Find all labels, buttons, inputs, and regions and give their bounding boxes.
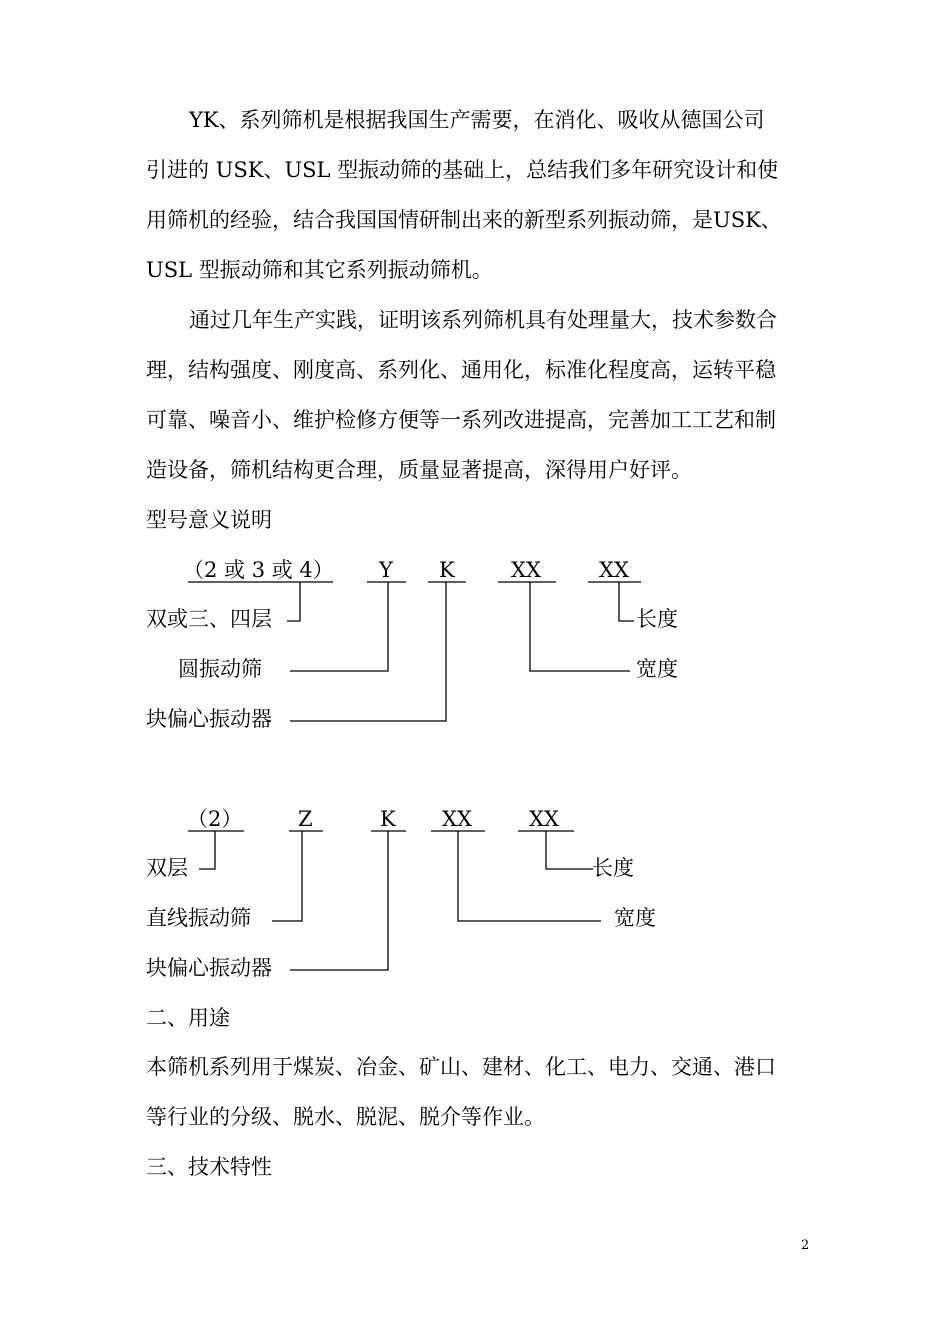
diagram2-label-length: 长度 [592, 856, 634, 880]
para2-line3: 可靠、噪音小、维护检修方便等一系列改进提高，完善加工工艺和制 [146, 408, 776, 432]
para2-line2: 理，结构强度、刚度高、系列化、通用化，标准化程度高，运转平稳 [146, 358, 776, 382]
section2-line1: 本筛机系列用于煤炭、冶金、矿山、建材、化工、电力、交通、港口 [146, 1055, 776, 1079]
diagram2-code-layers: （2） [187, 807, 243, 831]
section2-line2: 等行业的分级、脱水、脱泥、脱介等作业。 [146, 1105, 545, 1129]
diagram2-label-width: 宽度 [614, 906, 656, 930]
para2-line1: 通过几年生产实践，证明该系列筛机具有处理量大，技术参数合 [189, 308, 777, 332]
section3-heading: 三、技术特性 [146, 1155, 272, 1179]
para1-line1: YK、系列筛机是根据我国生产需要，在消化、吸收从德国公司 [189, 108, 765, 132]
para1-line4: USL 型振动筛和其它系列振动筛机。 [146, 258, 493, 282]
diagram1-label-width: 宽度 [636, 657, 678, 681]
diagram2-code-length: XX [529, 807, 559, 831]
model-heading: 型号意义说明 [146, 508, 272, 532]
para1-line3: 用筛机的经验，结合我国国情研制出来的新型系列振动筛，是USK、 [146, 208, 782, 232]
diagram2-code-width: XX [442, 807, 472, 831]
page-number: 2 [801, 1238, 810, 1253]
diagram1-label-exciter: 块偏心振动器 [146, 707, 272, 731]
diagram2-code-k: K [380, 807, 396, 831]
diagram1-label-length: 长度 [636, 607, 678, 631]
diagram1-code-layers: （2 或 3 或 4） [183, 558, 334, 582]
diagram1-code-k: K [439, 558, 455, 582]
diagram2-label-exciter: 块偏心振动器 [146, 956, 272, 980]
para1-line2: 引进的 USK、USL 型振动筛的基础上，总结我们多年研究设计和使 [146, 158, 779, 182]
diagram2-label-layers: 双层 [146, 856, 188, 880]
diagram2-code-z: Z [298, 807, 313, 831]
diagram1-label-layers: 双或三、四层 [146, 607, 272, 631]
diagram1-code-length: XX [599, 558, 629, 582]
diagram1-label-type: 圆振动筛 [178, 657, 262, 681]
para2-line4: 造设备，筛机结构更合理，质量显著提高，深得用户好评。 [146, 458, 692, 482]
diagram1-code-y: Y [379, 558, 393, 582]
diagram2-label-type: 直线振动筛 [146, 906, 251, 930]
section2-heading: 二、用途 [146, 1006, 230, 1030]
diagram1-code-width: XX [511, 558, 541, 582]
